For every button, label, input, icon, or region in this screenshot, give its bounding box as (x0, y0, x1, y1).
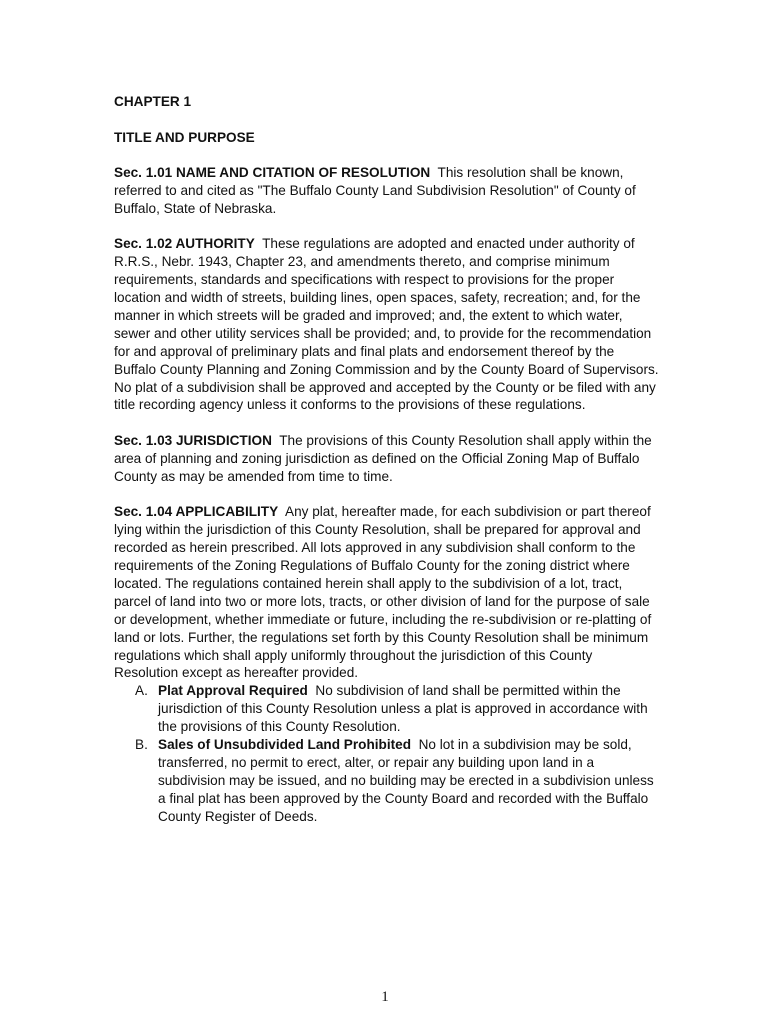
list-item-body: No lot in a subdivision may be sold, transferred, no permit to erect, alter, or repair any building upon land in a subdivision may be issued, and no building may be erected in a subdivision unless a final plat has been approved by the County Board and recorded with the Buffalo County Register of Deeds. (158, 737, 654, 824)
section-body: Any plat, hereafter made, for each subdivision or part thereof lying within the jurisdiction of this County Resolution, shall be prepared for approval and recorded as herein prescribed. All lots approved in any subdivision shall conform to the requirements of the Zoning Regulations of Buffalo County for the zoning district where located. The regulations contained herein shall apply to the subdivision of a lot, tract, parcel of land into two or more lots, tracts, or other division of land for the purpose of sale or development, whether immediate or future, including the re-subdivision or re-platting of land or lots. Further, the regulations set forth by this County Resolution shall be minimum regulations which shall apply uniformly throughout the jurisdiction of this County Resolution except as hereafter provided. (114, 504, 652, 681)
section-heading: Sec. 1.03 JURISDICTION (114, 432, 272, 448)
chapter-title: TITLE AND PURPOSE (114, 129, 255, 145)
chapter-label: CHAPTER 1 (114, 94, 192, 109)
section-heading: Sec. 1.04 APPLICABILITY (114, 504, 279, 520)
section-body: These regulations are adopted and enacted under authority of R.R.S., Nebr. 1943, Chapter 23, and amendments thereto, and comprise minimum requirements, standards and specifications with respect to provisions for the proper location and width of streets, building lines, open spaces, safety, recreation; and, for the manner in which streets will be graded and improved; and, the extent to which water, sewer and other utility services shall be provided; and, to provide for the recommendation for and approval of preliminary plats and final plats and endorsement thereof by the Buffalo County Planning and Zoning Commission and by the County Board of Supervisors. No plat of a subdivision shall be approved and accepted by the County or be filed with any title recording agency unless it conforms to the provisions of these regulations. (114, 236, 659, 413)
list-item-body: No subdivision of land shall be permitted within the jurisdiction of this County Resolution unless a plat is approved in accordance with the provisions of this County Resolution. (158, 683, 648, 735)
page-number: 1 (381, 989, 389, 1005)
list-item (114, 736, 659, 826)
section-1-02 (114, 235, 659, 414)
list-marker: B. (135, 737, 148, 753)
list-item (114, 682, 659, 736)
section-1-03 (114, 432, 659, 486)
section-body: The provisions of this County Resolution shall apply within the area of planning and zoning jurisdiction as defined on the Official Zoning Map of Buffalo County as may be amended from time to time. (114, 432, 652, 484)
section-1-01 (114, 164, 659, 218)
document-page (114, 93, 659, 826)
section-heading: Sec. 1.02 AUTHORITY (114, 236, 255, 252)
list-item-heading: Plat Approval Required (158, 683, 308, 699)
section-body: This resolution shall be known, referred to and cited as "The Buffalo County Land Subdivision Resolution" of County of Buffalo, State of Nebraska. (114, 165, 636, 216)
applicability-list (114, 682, 659, 825)
section-1-04 (114, 503, 659, 682)
list-marker: A. (135, 683, 148, 699)
list-item-heading: Sales of Unsubdivided Land Prohibited (158, 737, 412, 753)
section-heading: Sec. 1.01 NAME AND CITATION OF RESOLUTION (114, 165, 431, 180)
